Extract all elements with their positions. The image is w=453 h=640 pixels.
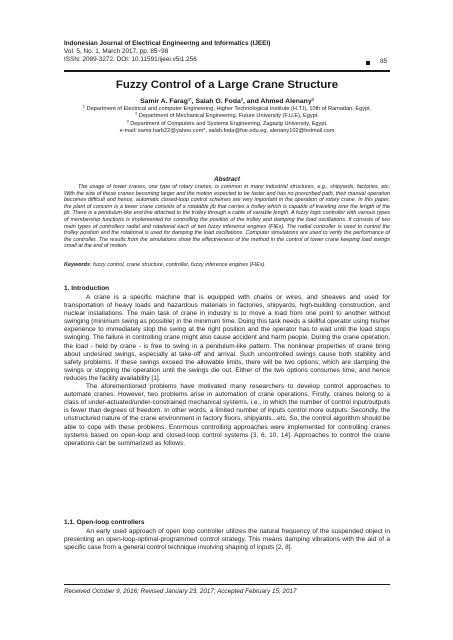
keywords-text: : fuzzy control, crane structure, controller, fuzzy inference engines (FIEs). [90, 262, 266, 268]
footer-rule [64, 584, 390, 585]
paper-title: Fuzzy Control of a Large Crane Structure [115, 79, 339, 91]
intro-paragraph-1: A crane is a specific machine that is equipped with chains or wires, and sheaves and used for transportation of heavy loads and hazardous materials in factories, shipyards, high-building construction, and nuclear installations. The main task of crane in industry is to move a load from one point to another without swinging (minimum swing as possible) in the minimum time. Doing this task needs a skillful operator using his/her experience to immediately stop the swing at the right position and the operator has to wait until the load stops swinging. The failure in controlling crane might also cause accident and harm people. During the crane operation, the load - held by crane - is free to swing in a pendulum-like pattern. The nonlinear properties of crane bring about undesired swings, especially at take-off and arrival. Such uncontrolled swings cause both stability and safety problems. If these swings exceed the allowable limits, there will be two options; which are damping the swings or stopping the operation until the swings die out. Either of the two options consumes time, and hence reduces the facility availability [1]. [64, 294, 390, 382]
abstract-heading: Abstract [214, 176, 240, 183]
section-open-loop-heading: 1.1. Open-loop controllers [64, 519, 145, 526]
author-3: and Ahmed Alenany [246, 98, 312, 105]
affiliation-1-text: Department of Electrical and computer Engineering, Higher Technological Institute (H.T.I), 10th of Ramadan, Egypt. [86, 106, 372, 112]
received-dates: Received October 9, 2016; Revised January 23, 2017; Accepted February 15, 2017 [64, 588, 297, 595]
affiliation-3 [64, 118, 390, 128]
author-1-sup: 1* [187, 96, 192, 102]
author-emails: e-mail: samir.harb22@yahoo.com*, salah.foda@fue.edu.eg, alenany102@hotmail.com [119, 127, 335, 134]
open-loop-body [64, 528, 390, 552]
author-1: Samir A. Farag [140, 98, 188, 105]
open-loop-paragraph-1: An early used approach of open loop controller utilizes the natural frequency of the suspended object in presenting an open-loop-optimal-programmed control strategy. This means damping vibrations with the aid of a specific case from a general control technique involving shaping of inputs [2, 8]. [64, 528, 390, 552]
header-rule [64, 70, 390, 72]
author-3-sup: 3 [311, 96, 314, 102]
journal-volume: Vol. 5, No. 1, March 2017, pp. 85~98 [64, 48, 169, 56]
author-2: Salah G. Foda [195, 98, 241, 105]
header-square-icon [366, 61, 370, 65]
affiliations [64, 103, 390, 135]
section-introduction-heading: 1. Introduction [64, 285, 110, 292]
page-number: 85 [380, 57, 388, 65]
affiliation-2-sup: 2 [135, 110, 138, 116]
introduction-body [64, 294, 390, 448]
journal-header [64, 40, 394, 65]
keywords [64, 262, 390, 268]
affiliation-2-text: Department of Mechanical Engineering, Future University (F.U.E), Egypt. [138, 113, 319, 120]
journal-name: Indonesian Journal of Electrical Engineering and Informatics (IJEEI) [64, 40, 271, 47]
journal-issn: ISSN: 2089-3272, DOI: 10.11591/ijeei.v5i1.256 [64, 56, 197, 64]
affiliation-3-sup: 3 [126, 118, 129, 124]
affiliation-2 [64, 110, 390, 120]
affiliation-3-text: Department of Computers and Systems Engineering, Zagazig University, Egypt. [130, 120, 328, 127]
affiliation-1-sup: 1 [82, 103, 85, 109]
keywords-label: Keywords [64, 262, 90, 268]
intro-paragraph-2: The aforementioned problems have motivated many researchers to develop control approaches to automate cranes. However, two problems arise in automation of crane operations. Firstly, cranes belong to a class of under-actuated/under-constrained mechanical systems, i.e., in which the number of control input/outputs is fewer than degrees of freedom. In other words, a limited number of inputs control more outputs. Secondly, the unstructured nature of the crane environment in factory floors, shipyards...etc. So, the control algorithm should be able to cope with these problems. Enormous controlling approaches were implemented for controlling cranes systems based on open-loop and closed-loop control systems [3, 6, 10, 14]. Approaches to control the crane operations can be summarized as follows. [64, 383, 390, 447]
author-2-sup: 2 [240, 96, 243, 102]
abstract-text: The usage of tower cranes, one type of rotary cranes, is common in many industrial structures, e.g., shipyards, factories, etc. With the size of these cranes becoming larger and the motion expected to be faster and has no prescribed path, their manual operation becomes difficult and hence, automatic closed-loop control schemes are very important in the operation of rotary crane. In this paper, the plant of concern is a tower crane consists of a rotatable jib that carries a trolley which is capable of traveling over the length of the jib. There is a pendulum-like end line attached to the trolley through a cable of variable length. A fuzzy logic controller with various types of membership functions is implemented for controlling the position of the trolley and damping the load oscillations. It consists of two main types of controllers radial and rotational each of two fuzzy inference engines (FIEs). The radial controller is used to control the trolley position and the rotational is used for damping the load oscillations. Computer simulations are used to verify the performance of the controller. The results from the simulations show the effectiveness of the method in the control of tower crane keeping load swings small at the end of motion. [64, 184, 390, 250]
author-list: Samir A. Farag$^{1*}$, Salah G. Foda$^2$, and Ahmed Alenany$^3$ [140, 96, 314, 105]
